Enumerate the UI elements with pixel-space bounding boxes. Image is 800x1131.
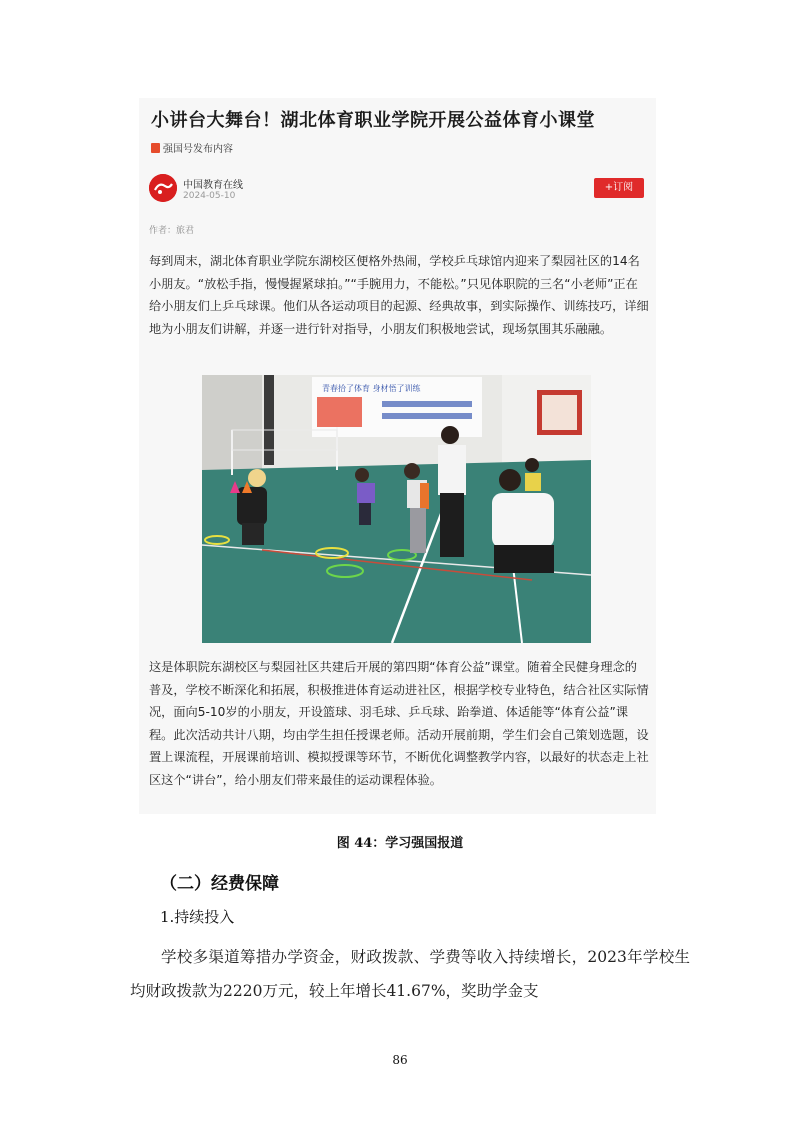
article-paragraph-2: 这是体职院东湖校区与梨园社区共建后开展的第四期“体育公益”课堂。随着全民健身理念的普及，学校不断深化和拓展，积极推进体育运动进社区，根据学校专业特色，结合社区实际情况，面向5-10岁的小朋友，开设篮球、羽毛球、乒乓球、跆拳道、体适能等“体育公益”课程。此次活动共计八期，均由学生担任授课老师。活动开展前期，学生们会自己策划选题，设置上课流程，开展课前培训、模拟授课等环节，不断优化调整教学内容，以最好的状态走上社区这个“讲台”，给小朋友们带来最佳的运动课程体验。 bbox=[149, 660, 649, 787]
publish-date: 2024-05-10 bbox=[183, 191, 236, 201]
article-title: 小讲台大舞台！湖北体育职业学院开展公益体育小课堂 bbox=[151, 110, 595, 131]
figure-caption: 图 44：学习强国报道 bbox=[336, 836, 464, 851]
source-row bbox=[151, 140, 233, 155]
source-label: 强国号发布内容 bbox=[163, 144, 233, 155]
author-line: 作者：旅君 bbox=[149, 226, 195, 236]
org-logo-icon bbox=[149, 174, 177, 202]
body-paragraph: 学校多渠道筹措办学资金，财政拨款、学费等收入持续增长，2023年学校生均财政拨款为2220万元，较上年增长41.67%，奖助学金支 bbox=[130, 948, 690, 1000]
subscribe-button[interactable]: +订阅 bbox=[594, 178, 644, 198]
article-screenshot bbox=[139, 98, 656, 814]
article-paragraph-1: 每到周末，湖北体育职业学院东湖校区便格外热闹，学校乒乓球馆内迎来了梨园社区的14名小朋友。“放松手指，慢慢握紧球拍。”“手腕用力，不能松。”只见体职院的三名“小老师”正在给小朋友们上乒乓球课。他们从各运动项目的起源、经典故事，到实际操作、训练技巧，详细地为小朋友们讲解，并逐一进行针对指导，小朋友们积极地尝试，现场氛围其乐融融。 bbox=[149, 254, 649, 336]
subsection-heading: 1.持续投入 bbox=[160, 908, 235, 926]
photo-banner-text: 青春拾了体育 身材悟了训练 bbox=[322, 384, 421, 393]
page-number: 86 bbox=[392, 1053, 408, 1067]
section-heading: （二）经费保障 bbox=[160, 874, 279, 894]
article-photo bbox=[202, 375, 591, 643]
source-badge-icon bbox=[151, 143, 160, 153]
org-name: 中国教育在线 bbox=[183, 180, 243, 191]
